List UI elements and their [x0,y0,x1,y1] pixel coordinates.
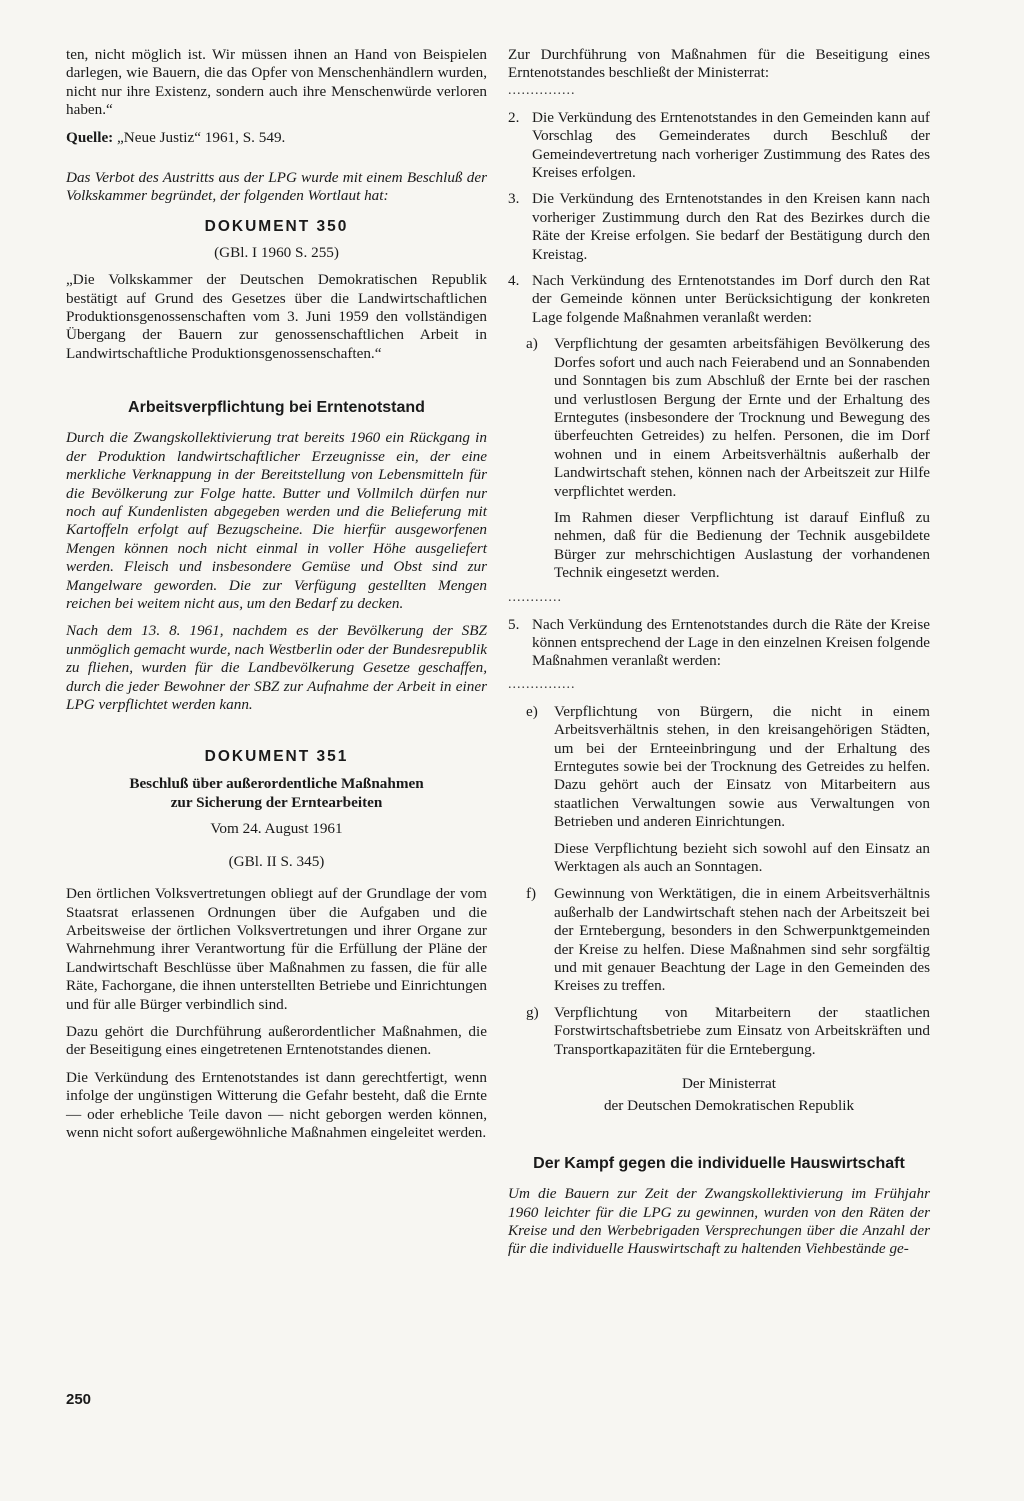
signature-block [508,1073,930,1117]
list-item-4a-paragraph-2: Im Rahmen dieser Verpflichtung ist darauf Einfluß zu nehmen, daß für die Bedienung der Technik ausgebildete Bürger zur mehrschichtigen Auslastung der vorhandenen Technik eingesetzt werden. [554,508,930,582]
list-item-5e-letter: e) [526,702,538,720]
list-item-5-text: Nach Verkündung des Erntenotstandes durch die Räte der Kreise können entsprechend der Lage in den einzelnen Kreisen folgende Maßnahmen veranlaßt werden: [532,615,930,670]
list-item-5e [526,703,930,832]
document-350-heading: DOKUMENT 350 [204,217,349,235]
list-item-5f [526,885,930,995]
document-351-paragraph-2: Dazu gehört die Durchführung außerordentlicher Maßnahmen, die der Beseitigung eines eingetretenen Erntenotstandes dienen. [66,1023,487,1059]
list-item-2-text: Die Verkündung des Erntenotstandes in den Gemeinden kann auf Vorschlag des Gemeinderates durch Beschluß der Gemeindevertretung nach vorheriger Zustimmung des Rates des Kreises erfolgen. [532,108,930,182]
list-item-5e-paragraph-2: Diese Verpflichtung bezieht sich sowohl auf den Einsatz an Werktagen als auch an Sonntagen. [554,839,930,876]
list-item-4-text: Nach Verkündung des Erntenotstandes im Dorf durch den Rat der Gemeinde können unter Berücksichtigung der konkreten Lage folgende Maßnahmen veranlaßt werden: [532,272,930,326]
list-item-5f-letter: f) [526,885,537,903]
list-item-3-text: Die Verkündung des Erntenotstandes in den Kreisen kann nach vorheriger Zustimmung durch den Rat des Bezirkes durch die Räte der Kreise erfolgen. Sie bedarf der Bestätigung durch den Kreistag. [532,190,930,263]
document-350-text: „Die Volkskammer der Deutschen Demokratischen Republik bestätigt auf Grund des Gesetzes über die Landwirtschaftlichen Produktionsgenossenschaften vom 3. Juni 1959 den vollständigen Übergang der Bauern zur genossenschaftlichen Arbeit in Landwirtschaftliche Produktionsgenossenschaften.“ [66,271,487,362]
list-item-4a [526,335,930,501]
list-item-3 [508,190,930,264]
document-351-subtitle-line-1: Beschluß über außerordentliche Maßnahmen [129,775,424,793]
resolution-intro: Zur Durchführung von Maßnahmen für die Beseitigung eines Erntenotstandes beschließt der Ministerrat: [508,46,930,82]
signature-line-1: Der Ministerrat [681,1075,777,1093]
document-351-subtitle-line-2: zur Sicherung der Erntearbeiten [170,794,383,812]
list-item-4a-letter: a) [526,335,538,353]
list-item-5f-text: Gewinnung von Werktätigen, die in einem Arbeitsverhältnis außerhalb der Landwirtschaft stehen nach der Arbeitszeit bei der Erntebergung, besonders in den Schwerpunktgemeinden der Kreise zu helfen. Diese Maßnahmen sind sehr sorgfältig und mit genauer Beachtung der Lage in den Gemeinden des Kreises zu treffen. [554,885,930,995]
omission-dots-3: ............... [508,676,576,692]
list-item-4-number: 4. [508,272,520,290]
section-1-paragraph-2: Nach dem 13. 8. 1961, nachdem es der Bevölkerung der SBZ unmöglich gemacht wurde, nach Westberlin oder der Bundesrepublik zu fliehen, wurden für die Landbevölkerung Gesetze geschaffen, durch die jeder Bewohner der SBZ zur Aufnahme der Arbeit in einer LPG verpflichtet werden kann. [66,622,487,713]
document-350-reference: (GBl. I 1960 S. 255) [214,243,339,261]
document-351-paragraph-1: Den örtlichen Volksvertretungen obliegt auf der Grundlage der vom Staatsrat erlassenen Ordnungen über die Aufgaben und die Arbeitsweise der örtlichen Volksvertretungen und ihrer Organe zur Wahrnehmung ihrer Verantwortung für die Erfüllung der Pläne der Landwirtschaft Beschlüsse über Maßnahmen zu fassen, die für alle Räte, Fachorgane, die ihnen unterstellten Betriebe und Einrichtungen und für alle Bürger verbindlich sind. [66,885,487,1013]
source-text: „Neue Justiz“ 1961, S. 549. [117,128,286,146]
document-351-date: Vom 24. August 1961 [210,820,343,838]
source-line [66,129,487,147]
page-number: 250 [66,1391,92,1408]
intro-continuation: ten, nicht möglich ist. Wir müssen ihnen an Hand von Beispielen darlegen, wie Bauern, die das Opfer von Menschenhändlern wurden, nicht nur ihre Existenz, sondern auch ihre Menschenwürde verloren haben.“ [66,46,487,119]
document-351-heading: DOKUMENT 351 [204,748,349,766]
section-heading-arbeitsverpflichtung: Arbeitsverpflichtung bei Erntenotstand [128,399,425,417]
left-column [66,46,487,1151]
list-item-5-number: 5. [508,615,520,633]
list-item-2-number: 2. [508,108,520,126]
document-351-reference: (GBl. II S. 345) [228,852,325,870]
omission-dots-2: ............ [508,589,562,605]
omission-dots-1: ............... [508,82,576,98]
right-column [508,46,930,1268]
source-label: Quelle: [66,128,114,146]
list-item-5 [508,616,930,671]
list-item-4a-text: Verpflichtung der gesamten arbeitsfähigen Bevölkerung des Dorfes sofort und auch nach Feierabend und an Sonnabenden und Sonntagen bis zum Abschluß der Ernte bei der raschen und verlustlosen Bergung der Ernte und der Erhaltung des Erntegutes (insbesondere der Trocknung und Bewegung des überfeuchten Getreides) zu helfen. Personen, die im Dorf wohnen und in einem Arbeitsverhältnis außerhalb der Landwirtschaft stehen, können nach der Arbeitszeit zur Hilfe verpflichtet werden. [554,335,930,500]
list-item-2 [508,109,930,183]
list-item-5g-letter: g) [526,1003,539,1021]
list-item-3-number: 3. [508,190,520,208]
document-351-paragraph-3: Die Verkündung des Erntenotstandes ist dann gerechtfertigt, wenn infolge der ungünstigen Witterung die Gefahr besteht, daß die Ernte — oder erhebliche Teile davon — nicht geborgen werden können, wenn nicht sofort außergewöhnliche Maßnahmen eingeleitet werden. [66,1068,487,1142]
editorial-intro: Das Verbot des Austritts aus der LPG wurde mit einem Beschluß der Volkskammer begründet, der folgenden Wortlaut hat: [66,169,487,205]
signature-line-2: der Deutschen Demokratischen Republik [603,1097,855,1115]
list-item-5g-text: Verpflichtung von Mitarbeitern der staatlichen Forstwirtschaftsbetriebe zum Einsatz von Arbeitskräften und Transportkapazitäten für die Erntebergung. [554,1003,930,1058]
list-item-4 [508,272,930,327]
list-item-5g [526,1004,930,1059]
section-2-paragraph-1: Um die Bauern zur Zeit der Zwangskollektivierung im Frühjahr 1960 leichter für die LPG zu gewinnen, wurden von den Räten der Kreise und den Werbebrigaden Versprechungen über die Anzahl der für die individuelle Hauswirtschaft zu haltenden Viehbestände ge- [508,1185,930,1258]
section-1-paragraph-1: Durch die Zwangskollektivierung trat bereits 1960 ein Rückgang in der Produktion landwirtschaftlicher Erzeugnisse ein, der eine merkliche Verknappung in der Bereitstellung von Lebensmitteln für die Bevölkerung zur Folge hatte. Butter und Vollmilch dürfen nur noch auf Kundenlisten abgegeben werden und die Belieferung mit Kartoffeln erfolgt auf Bezugscheine. Die hierfür ausgeworfenen Mengen können noch nicht einmal in voller Höhe ausgeliefert werden. Fleisch und insbesondere Gemüse und Obst sind zur Mangelware geworden. Die zur Verfügung gestellten Mengen reichen bei weitem nicht aus, um den Bedarf zu decken. [66,429,487,612]
list-item-5e-text: Verpflichtung von Bürgern, die nicht in einem Arbeitsverhältnis stehen, in den kreisangehörigen Städten, um bei der Ernteeinbringung und der Erhaltung des Erntegutes sowie bei der Trocknung des Getreides zu helfen. Dazu gehört auch der Einsatz von Mitarbeitern aus staatlichen Verwaltungen sowie aus Verwaltungen von Betrieben und anderen Einrichtungen. [554,702,930,831]
section-heading-hauswirtschaft: Der Kampf gegen die individuelle Hauswirtschaft [533,1155,905,1173]
